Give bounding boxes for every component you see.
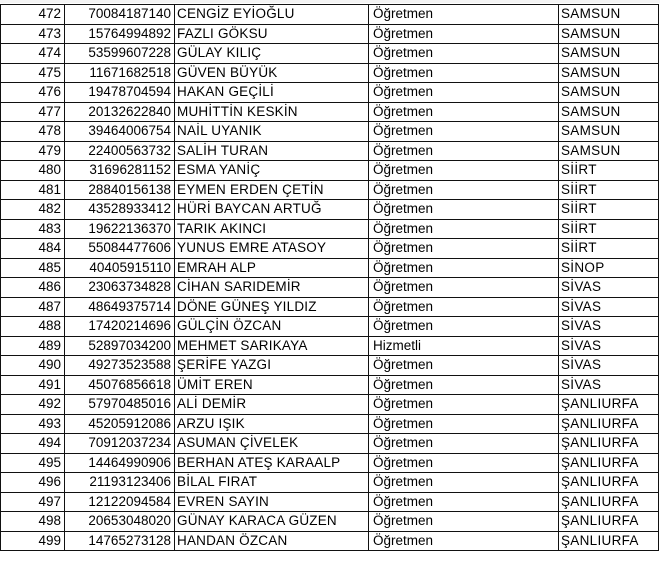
province-cell: SİVAS xyxy=(559,317,659,337)
table-row xyxy=(1,414,659,434)
full-name-cell: MUHİTTİN KESKİN xyxy=(175,102,369,122)
table-row xyxy=(1,102,659,122)
id-number-cell: 15764994892 xyxy=(65,24,175,44)
table-row xyxy=(1,375,659,395)
full-name-cell: GÜLAY KILIÇ xyxy=(175,44,369,64)
job-title-cell: Öğretmen xyxy=(369,492,559,512)
table-row xyxy=(1,434,659,454)
row-number-cell: 491 xyxy=(1,375,65,395)
job-title-cell: Hizmetli xyxy=(369,336,559,356)
row-number-cell: 486 xyxy=(1,278,65,298)
table-row xyxy=(1,200,659,220)
id-number-cell: 14464990906 xyxy=(65,453,175,473)
scan-edge xyxy=(0,0,660,3)
id-number-cell: 53599607228 xyxy=(65,44,175,64)
id-number-cell: 14765273128 xyxy=(65,531,175,551)
job-title-cell: Öğretmen xyxy=(369,531,559,551)
table-row xyxy=(1,63,659,83)
full-name-cell: HÜRİ BAYCAN ARTUĞ xyxy=(175,200,369,220)
province-cell: ŞANLIURFA xyxy=(559,512,659,532)
job-title-cell: Öğretmen xyxy=(369,258,559,278)
id-number-cell: 40405915110 xyxy=(65,258,175,278)
id-number-cell: 70084187140 xyxy=(65,5,175,25)
full-name-cell: ARZU IŞIK xyxy=(175,414,369,434)
province-cell: SİVAS xyxy=(559,297,659,317)
row-number-cell: 481 xyxy=(1,180,65,200)
table-row xyxy=(1,5,659,25)
table-row xyxy=(1,531,659,551)
job-title-cell: Öğretmen xyxy=(369,219,559,239)
full-name-cell: BİLAL FIRAT xyxy=(175,473,369,493)
province-cell: SİİRT xyxy=(559,180,659,200)
id-number-cell: 45205912086 xyxy=(65,414,175,434)
row-number-cell: 492 xyxy=(1,395,65,415)
province-cell: ŞANLIURFA xyxy=(559,492,659,512)
table-row xyxy=(1,24,659,44)
job-title-cell: Öğretmen xyxy=(369,395,559,415)
row-number-cell: 478 xyxy=(1,122,65,142)
id-number-cell: 52897034200 xyxy=(65,336,175,356)
id-number-cell: 57970485016 xyxy=(65,395,175,415)
id-number-cell: 28840156138 xyxy=(65,180,175,200)
job-title-cell: Öğretmen xyxy=(369,63,559,83)
province-cell: ŞANLIURFA xyxy=(559,395,659,415)
job-title-cell: Öğretmen xyxy=(369,161,559,181)
full-name-cell: FAZLI GÖKSU xyxy=(175,24,369,44)
table-row xyxy=(1,161,659,181)
id-number-cell: 19622136370 xyxy=(65,219,175,239)
full-name-cell: DÖNE GÜNEŞ YILDIZ xyxy=(175,297,369,317)
full-name-cell: EVREN SAYIN xyxy=(175,492,369,512)
id-number-cell: 39464006754 xyxy=(65,122,175,142)
province-cell: ŞANLIURFA xyxy=(559,434,659,454)
row-number-cell: 483 xyxy=(1,219,65,239)
full-name-cell: EMRAH ALP xyxy=(175,258,369,278)
table-row xyxy=(1,512,659,532)
full-name-cell: HAKAN GEÇİLİ xyxy=(175,83,369,103)
row-number-cell: 495 xyxy=(1,453,65,473)
full-name-cell: ÜMİT EREN xyxy=(175,375,369,395)
job-title-cell: Öğretmen xyxy=(369,5,559,25)
table-row xyxy=(1,180,659,200)
full-name-cell: EYMEN ERDEN ÇETİN xyxy=(175,180,369,200)
job-title-cell: Öğretmen xyxy=(369,375,559,395)
province-cell: SAMSUN xyxy=(559,122,659,142)
full-name-cell: GÜNAY KARACA GÜZEN xyxy=(175,512,369,532)
id-number-cell: 19478704594 xyxy=(65,83,175,103)
province-cell: SİVAS xyxy=(559,336,659,356)
id-number-cell: 31696281152 xyxy=(65,161,175,181)
row-number-cell: 489 xyxy=(1,336,65,356)
province-cell: ŞANLIURFA xyxy=(559,414,659,434)
province-cell: SİİRT xyxy=(559,200,659,220)
province-cell: SİİRT xyxy=(559,161,659,181)
full-name-cell: MEHMET SARIKAYA xyxy=(175,336,369,356)
full-name-cell: GÜLÇİN ÖZCAN xyxy=(175,317,369,337)
row-number-cell: 488 xyxy=(1,317,65,337)
table-row xyxy=(1,492,659,512)
row-number-cell: 498 xyxy=(1,512,65,532)
job-title-cell: Öğretmen xyxy=(369,356,559,376)
id-number-cell: 12122094584 xyxy=(65,492,175,512)
row-number-cell: 477 xyxy=(1,102,65,122)
id-number-cell: 20132622840 xyxy=(65,102,175,122)
row-number-cell: 490 xyxy=(1,356,65,376)
row-number-cell: 499 xyxy=(1,531,65,551)
id-number-cell: 22400563732 xyxy=(65,141,175,161)
province-cell: SAMSUN xyxy=(559,63,659,83)
table-row xyxy=(1,258,659,278)
province-cell: SAMSUN xyxy=(559,102,659,122)
province-cell: SİNOP xyxy=(559,258,659,278)
row-number-cell: 472 xyxy=(1,5,65,25)
table-row xyxy=(1,219,659,239)
job-title-cell: Öğretmen xyxy=(369,414,559,434)
row-number-cell: 480 xyxy=(1,161,65,181)
id-number-cell: 48649375714 xyxy=(65,297,175,317)
table-row xyxy=(1,336,659,356)
id-number-cell: 49273523588 xyxy=(65,356,175,376)
id-number-cell: 17420214696 xyxy=(65,317,175,337)
province-cell: SİVAS xyxy=(559,278,659,298)
province-cell: SAMSUN xyxy=(559,141,659,161)
row-number-cell: 479 xyxy=(1,141,65,161)
province-cell: SİVAS xyxy=(559,375,659,395)
province-cell: ŞANLIURFA xyxy=(559,473,659,493)
row-number-cell: 484 xyxy=(1,239,65,259)
row-number-cell: 475 xyxy=(1,63,65,83)
id-number-cell: 21193123406 xyxy=(65,473,175,493)
full-name-cell: GÜVEN BÜYÜK xyxy=(175,63,369,83)
province-cell: ŞANLIURFA xyxy=(559,531,659,551)
full-name-cell: ALİ DEMİR xyxy=(175,395,369,415)
job-title-cell: Öğretmen xyxy=(369,102,559,122)
full-name-cell: YUNUS EMRE ATASOY xyxy=(175,239,369,259)
job-title-cell: Öğretmen xyxy=(369,473,559,493)
full-name-cell: ESMA YANİÇ xyxy=(175,161,369,181)
table-row xyxy=(1,473,659,493)
id-number-cell: 43528933412 xyxy=(65,200,175,220)
job-title-cell: Öğretmen xyxy=(369,317,559,337)
full-name-cell: NAİL UYANIK xyxy=(175,122,369,142)
job-title-cell: Öğretmen xyxy=(369,239,559,259)
full-name-cell: ŞERİFE YAZGI xyxy=(175,356,369,376)
job-title-cell: Öğretmen xyxy=(369,200,559,220)
province-cell: SİİRT xyxy=(559,219,659,239)
full-name-cell: HANDAN ÖZCAN xyxy=(175,531,369,551)
table-row xyxy=(1,356,659,376)
job-title-cell: Öğretmen xyxy=(369,434,559,454)
table-row xyxy=(1,278,659,298)
row-number-cell: 496 xyxy=(1,473,65,493)
id-number-cell: 23063734828 xyxy=(65,278,175,298)
table-row xyxy=(1,122,659,142)
full-name-cell: BERHAN ATEŞ KARAALP xyxy=(175,453,369,473)
id-number-cell: 20653048020 xyxy=(65,512,175,532)
table-row xyxy=(1,141,659,161)
province-cell: SAMSUN xyxy=(559,24,659,44)
job-title-cell: Öğretmen xyxy=(369,83,559,103)
table-row xyxy=(1,395,659,415)
province-cell: SİVAS xyxy=(559,356,659,376)
table-body xyxy=(1,5,659,551)
full-name-cell: TARIK AKINCI xyxy=(175,219,369,239)
job-title-cell: Öğretmen xyxy=(369,297,559,317)
job-title-cell: Öğretmen xyxy=(369,44,559,64)
province-cell: SAMSUN xyxy=(559,5,659,25)
province-cell: SAMSUN xyxy=(559,83,659,103)
province-cell: ŞANLIURFA xyxy=(559,453,659,473)
table-row xyxy=(1,83,659,103)
id-number-cell: 70912037234 xyxy=(65,434,175,454)
row-number-cell: 482 xyxy=(1,200,65,220)
job-title-cell: Öğretmen xyxy=(369,24,559,44)
full-name-cell: CİHAN SARIDEMİR xyxy=(175,278,369,298)
job-title-cell: Öğretmen xyxy=(369,278,559,298)
province-cell: SAMSUN xyxy=(559,44,659,64)
row-number-cell: 493 xyxy=(1,414,65,434)
row-number-cell: 494 xyxy=(1,434,65,454)
job-title-cell: Öğretmen xyxy=(369,141,559,161)
table-row xyxy=(1,297,659,317)
table-row xyxy=(1,44,659,64)
job-title-cell: Öğretmen xyxy=(369,453,559,473)
row-number-cell: 473 xyxy=(1,24,65,44)
full-name-cell: SALİH TURAN xyxy=(175,141,369,161)
id-number-cell: 11671682518 xyxy=(65,63,175,83)
row-number-cell: 485 xyxy=(1,258,65,278)
row-number-cell: 474 xyxy=(1,44,65,64)
personnel-table xyxy=(0,4,659,551)
province-cell: SİİRT xyxy=(559,239,659,259)
job-title-cell: Öğretmen xyxy=(369,122,559,142)
table-row xyxy=(1,453,659,473)
table-row xyxy=(1,317,659,337)
id-number-cell: 45076856618 xyxy=(65,375,175,395)
row-number-cell: 476 xyxy=(1,83,65,103)
full-name-cell: ASUMAN ÇİVELEK xyxy=(175,434,369,454)
table-row xyxy=(1,239,659,259)
job-title-cell: Öğretmen xyxy=(369,512,559,532)
job-title-cell: Öğretmen xyxy=(369,180,559,200)
id-number-cell: 55084477606 xyxy=(65,239,175,259)
row-number-cell: 487 xyxy=(1,297,65,317)
full-name-cell: CENGİZ EYİOĞLU xyxy=(175,5,369,25)
row-number-cell: 497 xyxy=(1,492,65,512)
